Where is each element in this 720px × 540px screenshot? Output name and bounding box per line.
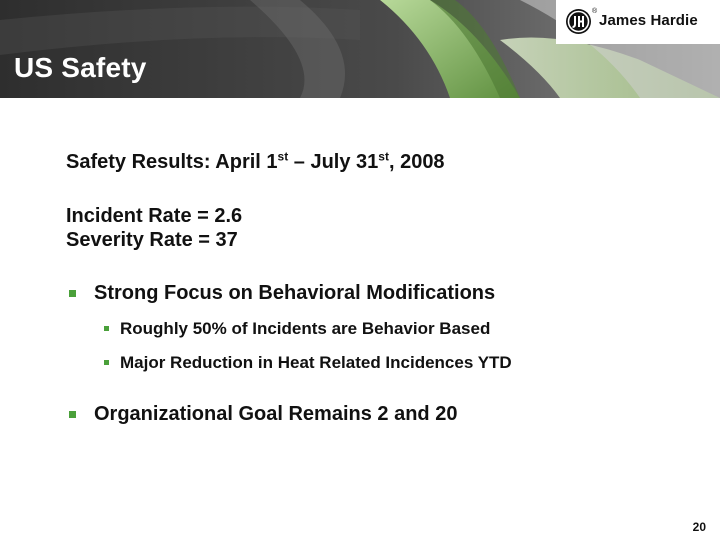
sub-bullet-label: Major Reduction in Heat Related Incidences YTD bbox=[120, 353, 512, 372]
ordinal-suffix: st bbox=[277, 149, 289, 164]
brand-name: James Hardie bbox=[599, 12, 698, 29]
registered-mark: ® bbox=[592, 8, 598, 15]
results-heading-prefix: Safety Results: April 1 bbox=[66, 151, 278, 173]
results-heading bbox=[66, 150, 706, 174]
square-bullet-icon bbox=[104, 326, 109, 331]
page-title: US Safety bbox=[14, 52, 147, 83]
sub-bullet-item bbox=[66, 319, 706, 339]
sub-bullet-label: Roughly 50% of Incidents are Behavior Based bbox=[120, 319, 491, 338]
sub-bullet-item bbox=[66, 353, 706, 373]
severity-rate: Severity Rate = 37 bbox=[66, 229, 238, 251]
square-bullet-icon bbox=[104, 360, 109, 365]
slide-content bbox=[66, 150, 706, 426]
bullet-label: Organizational Goal Remains 2 and 20 bbox=[94, 403, 458, 425]
ordinal-suffix: st bbox=[378, 149, 389, 164]
bullet-item bbox=[66, 282, 706, 305]
results-heading-middle: – July 31 bbox=[288, 151, 379, 173]
bullet-item bbox=[66, 403, 706, 426]
results-heading-suffix: , 2008 bbox=[388, 151, 445, 173]
page-number: 20 bbox=[692, 520, 706, 534]
square-bullet-icon bbox=[69, 290, 76, 297]
jh-monogram-icon bbox=[566, 9, 591, 34]
square-bullet-icon bbox=[69, 411, 76, 418]
james-hardie-logo bbox=[556, 0, 720, 44]
incident-rate: Incident Rate = 2.6 bbox=[66, 205, 243, 227]
bullet-label: Strong Focus on Behavioral Modifications bbox=[94, 282, 496, 304]
